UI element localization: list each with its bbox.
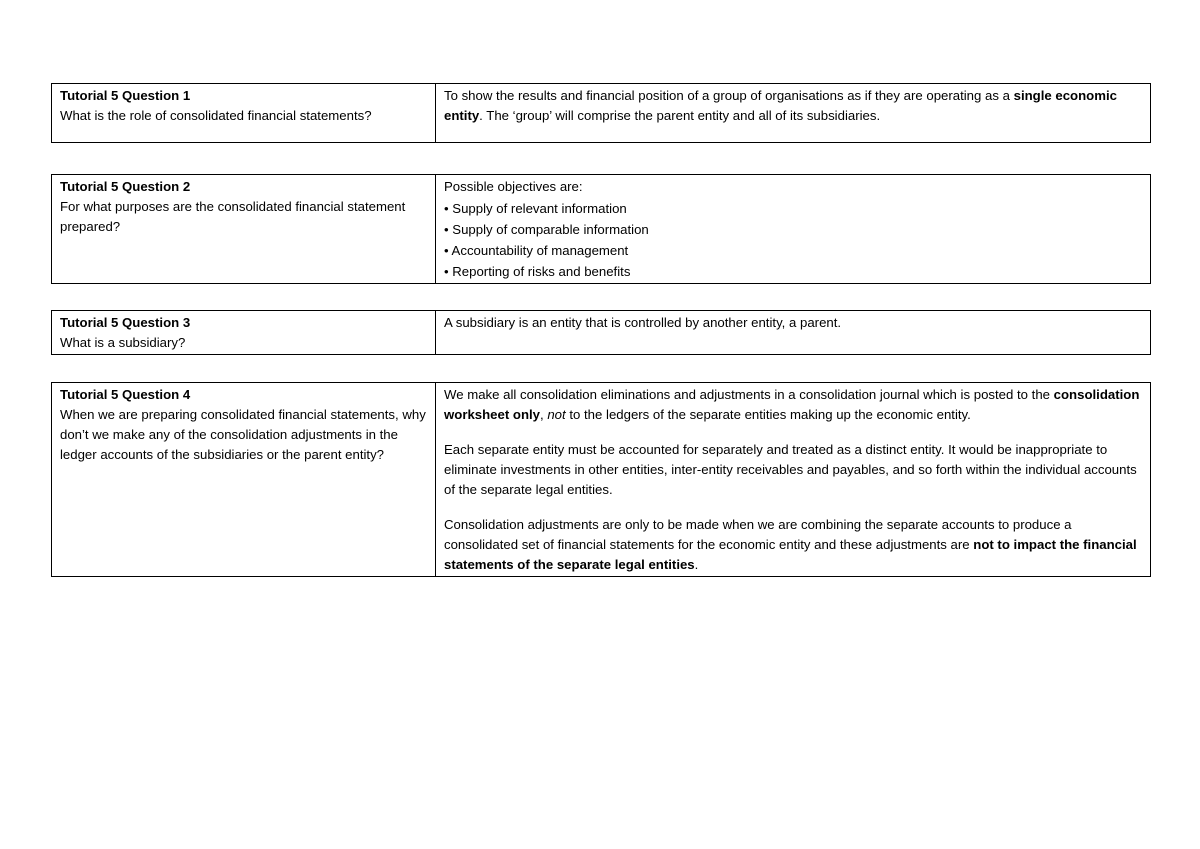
question-cell [52, 311, 436, 355]
objectives-list [444, 198, 1142, 282]
answer-paragraph [444, 86, 1142, 126]
question-cell [52, 175, 436, 284]
question-text: What is the role of consolidated financial statements? [60, 108, 372, 123]
answer-paragraph: Each separate entity must be accounted for separately and treated as a distinct entity. It would be inappropriate to eliminate investments in other entities, inter-entity receivables and payables, and so forth within the individual accounts of the separate legal entities. [444, 442, 1137, 497]
table-row [52, 383, 1151, 577]
question-table-1 [51, 83, 1151, 143]
answer-text: , [540, 407, 548, 422]
question-text: What is a subsidiary? [60, 335, 186, 350]
question-title: Tutorial 5 Question 4 [60, 387, 191, 402]
answer-text: A subsidiary is an entity that is controlled by another entity, a parent. [444, 315, 842, 330]
table-row [52, 311, 1151, 355]
question-title: Tutorial 5 Question 3 [60, 315, 191, 330]
answer-cell [436, 311, 1151, 355]
question-text: When we are preparing consolidated financial statements, why don’t we make any of the consolidation adjustments in the ledger accounts of the subsidiaries or the parent entity? [60, 407, 426, 462]
answer-bold-text: consolidation worksheet only [444, 387, 1140, 422]
question-cell [52, 84, 436, 143]
answer-cell [436, 383, 1151, 577]
table-row [52, 84, 1151, 143]
list-item: • Supply of comparable information [444, 222, 649, 237]
answer-bold-text: single economic entity [444, 88, 1117, 123]
question-title: Tutorial 5 Question 1 [60, 88, 191, 103]
table-row [52, 175, 1151, 284]
answer-cell [436, 84, 1151, 143]
question-table-3 [51, 310, 1151, 355]
list-item: • Accountability of management [444, 243, 629, 258]
question-title: Tutorial 5 Question 2 [60, 179, 191, 194]
answer-text: . [694, 557, 699, 572]
question-text: For what purposes are the consolidated financial statement prepared? [60, 199, 406, 234]
answer-paragraph [444, 515, 1142, 575]
answer-text: We make all consolidation eliminations and adjustments in a consolidation journal which is posted to the [444, 387, 1054, 402]
answer-paragraph [444, 385, 1142, 425]
question-table-2 [51, 174, 1151, 284]
answer-text: Consolidation adjustments are only to be made when we are combining the separate accounts to produce a consolidated set of financial statements for the economic entity and these adjustments are [444, 517, 1072, 552]
list-item: • Supply of relevant information [444, 201, 627, 216]
list-item: • Reporting of risks and benefits [444, 264, 631, 279]
question-table-4 [51, 382, 1151, 577]
answer-cell [436, 175, 1151, 284]
answer-text: To show the results and financial position of a group of organisations as if they are operating as a [444, 88, 1014, 103]
answer-text: to the ledgers of the separate entities making up the economic entity. [565, 407, 971, 422]
question-cell [52, 383, 436, 577]
answer-italic-text: not [547, 407, 566, 422]
answer-bold-text: not to impact the financial statements of the separate legal entities [444, 537, 1137, 572]
answer-intro: Possible objectives are: [444, 179, 583, 194]
answer-text: . The ‘group’ will comprise the parent entity and all of its subsidiaries. [479, 108, 881, 123]
